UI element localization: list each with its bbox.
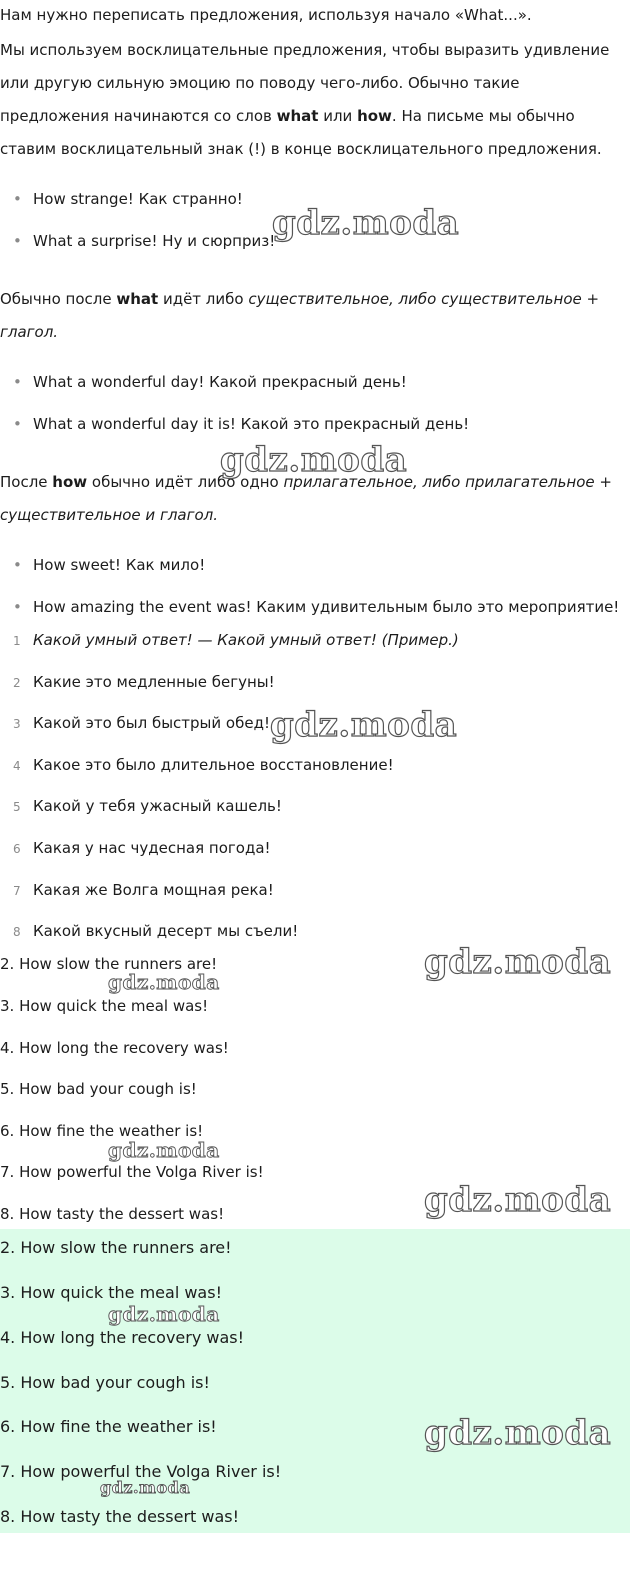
watermark: gdz.moda xyxy=(424,1413,612,1453)
numbered-item: 5 Какой у тебя ужасный кашель! xyxy=(13,797,282,815)
answer-line: 7. How powerful the Volga River is! xyxy=(0,1163,264,1181)
answer-line: 4. How long the recovery was! xyxy=(0,1039,229,1057)
answer-line: 6. How fine the weather is! xyxy=(0,1122,204,1140)
watermark: gdz.moda xyxy=(272,203,460,243)
watermark: gdz.moda xyxy=(220,440,408,480)
answer-line: 2. How slow the runners are! xyxy=(0,955,218,973)
list-item: • How amazing the event was! Каким удивительным было это мероприятие! xyxy=(13,598,620,616)
list-item: • What a wonderful day! Какой прекрасный день! xyxy=(13,373,407,391)
answer-line-highlighted: 3. How quick the meal was! xyxy=(0,1283,222,1302)
rule-paragraph-how: После how обычно идёт либо одно прилагательное, либо прилагательное + существительное и глагол. xyxy=(0,473,612,524)
watermark: gdz.moda xyxy=(108,1138,220,1162)
answer-line-highlighted: 7. How powerful the Volga River is! xyxy=(0,1462,282,1481)
list-item: • What a surprise! Ну и сюрприз! xyxy=(13,232,276,250)
answer-line: 5. How bad your cough is! xyxy=(0,1080,197,1098)
answer-line-highlighted: 2. How slow the runners are! xyxy=(0,1238,232,1257)
numbered-item: 6 Какая у нас чудесная погода! xyxy=(13,839,271,857)
intro-line: Нам нужно переписать предложения, используя начало «What...». xyxy=(0,6,532,24)
list-item: • How sweet! Как мило! xyxy=(13,556,206,574)
watermark: gdz.moda xyxy=(108,970,220,994)
numbered-item: 8 Какой вкусный десерт мы съели! xyxy=(13,922,299,940)
watermark: gdz.moda xyxy=(270,705,458,745)
numbered-item: 4 Какое это было длительное восстановление! xyxy=(13,756,394,774)
numbered-item: 7 Какая же Волга мощная река! xyxy=(13,881,274,899)
answer-line: 3. How quick the meal was! xyxy=(0,997,209,1015)
answer-line-highlighted: 5. How bad your cough is! xyxy=(0,1373,210,1392)
numbered-item: 3 Какой это был быстрый обед! xyxy=(13,714,270,732)
list-item: • What a wonderful day it is! Какой это прекрасный день! xyxy=(13,415,470,433)
numbered-item: 1 Какой умный ответ! — Какой умный ответ! (Пример.) xyxy=(13,631,459,649)
watermark: gdz.moda xyxy=(100,1478,191,1497)
answer-line: 8. How tasty the dessert was! xyxy=(0,1205,225,1223)
watermark: gdz.moda xyxy=(108,1302,220,1326)
intro-paragraph: Мы используем восклицательные предложения, чтобы выразить удивление или другую сильную эмоцию по поводу чего-либо. Обычно такие предложения начинаются со слов what или how. На письме мы обычно ставим восклицательный знак (!) в конце восклицательного предложения. xyxy=(0,41,610,158)
answer-line-highlighted: 6. How fine the weather is! xyxy=(0,1417,217,1436)
watermark: gdz.moda xyxy=(424,942,612,982)
watermark: gdz.moda xyxy=(424,1180,612,1220)
rule-paragraph-what: Обычно после what идёт либо существительное, либо существительное + глагол. xyxy=(0,290,600,341)
answer-line-highlighted: 8. How tasty the dessert was! xyxy=(0,1507,240,1526)
answer-line-highlighted: 4. How long the recovery was! xyxy=(0,1328,245,1347)
list-item: • How strange! Как странно! xyxy=(13,190,243,208)
numbered-item: 2 Какие это медленные бегуны! xyxy=(13,673,275,691)
